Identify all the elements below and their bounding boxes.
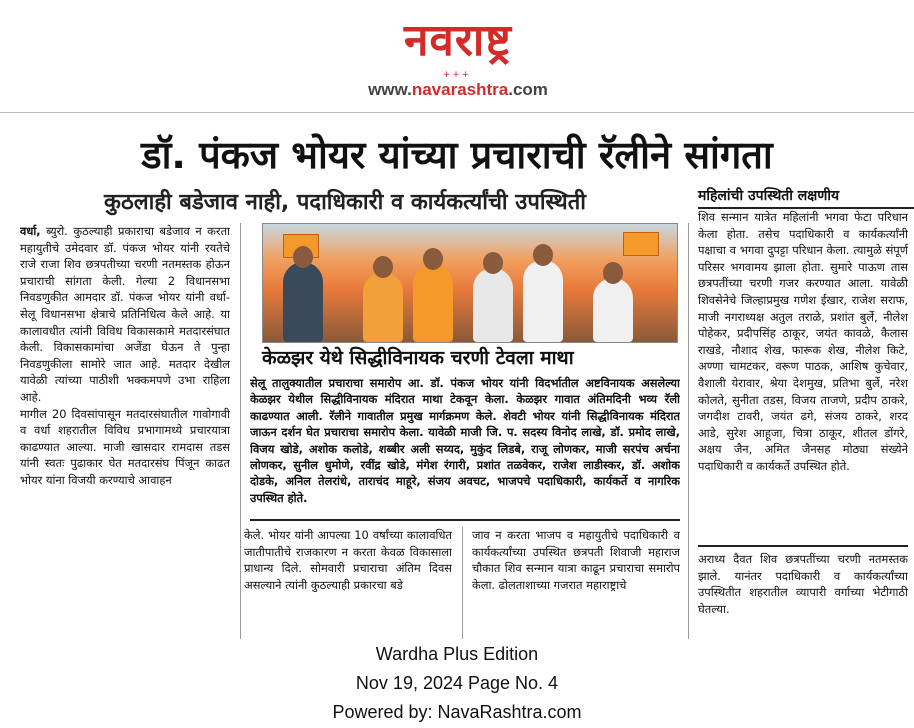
article-paragraph-1	[20, 223, 230, 406]
column-divider	[688, 223, 689, 639]
column-divider	[462, 527, 463, 639]
newspaper-logo[interactable]: नवराष्ट्र	[404, 15, 512, 66]
article-paragraph-2: मागील 20 दिवसांपासून मतदारसंघातील गावोगावी व वर्धा शहरातील विविध प्रभागामध्ये प्रचारयात्रा काढण्यात आल्या. माजी खासदार रामदास तडस यांनी स्वतः पुढाकार घेत मतदारसंघ पिंजून काढत भोयर यांना विजयी करण्याचे आवाहन	[20, 406, 230, 487]
article-column-2: केले. भोयर यांनी आपल्या 10 वर्षांच्या कालावधित जातीपातीचे राजकारण न करता केवळ विकासाला प्राधान्य दिले. सोमवारी प्रचाराचा अंतिम दिवस असल्याने त्यांनी कुठल्याही प्रकारचा बडे	[244, 528, 452, 592]
person-head	[293, 246, 313, 268]
article-headline: डॉ. पंकज भोयर यांच्या प्रचाराची रॅलीने सांगता	[141, 133, 773, 177]
person-figure	[283, 262, 323, 342]
person-figure	[413, 264, 453, 342]
person-figure	[473, 268, 513, 342]
person-figure	[363, 272, 403, 342]
photo-caption: सेलू तालुक्यातील प्रचाराचा समारोप आ. डॉ. पंकज भोयर यांनी विदर्भातील अष्टविनायक असलेल्या केळझर येथील सिद्धीविनायक मंदिरात माथा टेकवून केला. केळझर गावात अंतिमदिनी भव्य रॅली काढण्यात आली. रॅलीने गावातील प्रमुख मार्गक्रमण केले. शेवटी भोयर यांनी सिद्धीविनायक मंदिरात जाऊन दर्शन घेत प्रचाराचा समारोप केला. यावेळी माजी जि. प. सदस्य विनोद लाखे, डॉ. प्रमोद लाखे, विजय खोडे, अशोक कलोडे, शब्बीर अली सय्यद, मुकुंद लिडबे, राजू लोणकर, माजी सरपंच अर्चना लोणकर, सुनील धुमोणे, रवींद्र खोडे, मंगेश रंगारी, प्रशांत तळवेकर, राजेश लाडीस्कर, डॉ. अशोक दोडके, अनिल तेलरांधे, ताराचंद माहूरे, संजय अवचट, भाजपचे पदाधिकारी, कार्यकर्ते व नागरिक उपस्थित होते.	[250, 376, 680, 505]
article-subheadline: कुठलाही बडेजाव नाही, पदाधिकारी व कार्यकर्त्यांची उपस्थिती	[104, 190, 586, 215]
site-url-link[interactable]	[340, 80, 576, 100]
article-column-1	[20, 223, 230, 638]
saffron-flag-icon	[623, 232, 659, 256]
column-divider	[240, 223, 241, 639]
url-brand: navarashtra	[411, 80, 509, 99]
edition-label: Wardha Plus Edition	[375, 644, 539, 664]
sidebar-heading: महिलांची उपस्थिती लक्षणीय	[698, 185, 914, 209]
sidebar-paragraph-1: शिव सन्मान यात्रेत महिलांनी भगवा फेटा परिधान केला होता. तसेच पदाधिकारी व कार्यकर्त्यांनी पक्षाचा व भगवा दुपट्टा परिधान केला. त्यामुळे संपूर्ण परिसर भगवामय झाला होता. सुमारे पाऊण तास छत्रपतींच्या चरणी गजर करण्यात आला. यावेळी शिवसेनेचे जिल्हाप्रमुख गणेश ईखार, राजेश सराफ, माजी नगराध्यक्ष अतुल तराळे, प्रशांत बुर्ले, नीलेश पोहेकर, प्रदीपसिंह ठाकूर, जयंत कावळे, कैलास राखडे, नौशाद शेख, फारूक शेख, नीलेश किटे, अण्णा चामटकर, वरूण पाठक, आशिष कुचेवार, वैशाली येरावार, श्रेया देशमुख, प्रतिभा बुर्ले, नरेश कोलते, सुनीता तडस, विजय ताजणे, प्रदीप ठाकरे, जगदीश टावरी, जयंत ढगे, संजय ठाकरे, शरद आडे, सुरेश आहूजा, चित्रा ठाकूर, शीतल डोंगरे, अक्षय जैन, अमित जैनसह मोठ्या संख्येने पदाधिकारी व कार्यकर्ते उपस्थित होते.	[698, 210, 908, 473]
person-head	[603, 262, 623, 284]
person-head	[423, 248, 443, 270]
masthead	[0, 0, 914, 110]
person-head	[533, 244, 553, 266]
logo-ornament: +++	[442, 70, 472, 80]
caption-rule	[250, 519, 680, 521]
rally-photo	[262, 223, 678, 343]
photo-caption-title: केळझर येथे सिद्धीविनायक चरणी टेवला माथा	[262, 347, 574, 369]
date-page-label: Nov 19, 2024 Page No. 4	[355, 673, 559, 693]
person-figure	[593, 278, 633, 342]
person-figure	[523, 260, 563, 342]
person-head	[483, 252, 503, 274]
paragraph-1-text: ब्युरो. कुठल्याही प्रकाराचा बडेजाव न करता महायुतीचे उमेदवार डॉ. पंकज भोयर यांनी रयतेचे राजे राजा शिव छत्रपतीच्या चरणी नतमस्तक होऊन प्रचाराची सांगता केली. गेल्या 2 विधानसभा निवडणुकीत आमदार डॉ. पंकज भोयर यांनी वर्धा-सेलू विधानसभा क्षेत्राचे प्रतिनिधित्व केले आहे. या कालावधीत त्यांनी विविध विकासकामे मतदारसंघात केली. विकासकामांचा अजेंडा घेऊन ते पुन्हा निवडणुकीला सामोरे जात आहे. मतदार देखील यावेळी त्यांच्या पाठीशी भक्कमपणे उभा राहिला आहे.	[20, 224, 230, 404]
page-footer	[0, 640, 914, 728]
article-column-3: जाव न करता भाजप व महायुतीचे पदाधिकारी व कार्यकर्त्यांच्या उपस्थित छत्रपती शिवाजी महाराज चौकात शिव सन्मान यात्रा काढून प्रचाराचा समारोप केला. ढोलताशाच्या गजरात महाराष्ट्राचे	[472, 528, 680, 592]
url-suffix: .com	[508, 80, 548, 99]
sidebar-paragraph-2: अराध्य दैवत शिव छत्रपतींच्या चरणी नतमस्तक झाले. यानंतर पदाधिकारी व कार्यकर्त्यांच्या उपस्थितीत शहरातील व्यापारी वर्गाच्या भेटीगाठी घेतल्या.	[698, 545, 908, 641]
dateline: वर्धा,	[20, 224, 41, 238]
person-head	[373, 256, 393, 278]
powered-by-link[interactable]: Powered by: NavaRashtra.com	[332, 702, 582, 722]
news-clipping	[0, 112, 914, 641]
url-prefix: www.	[368, 80, 412, 99]
